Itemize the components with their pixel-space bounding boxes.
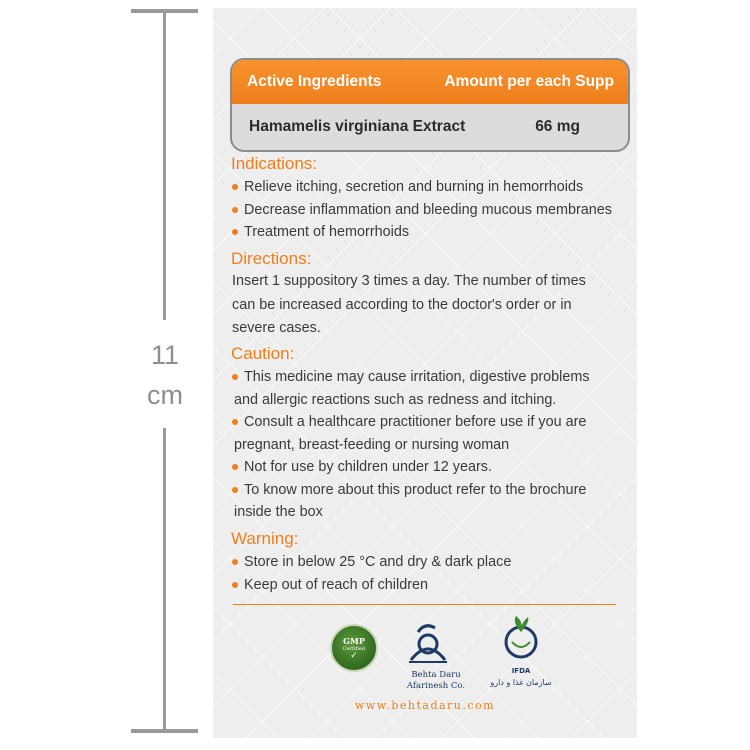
directions-line: can be increased according to the doctor's order or in bbox=[232, 296, 572, 313]
product-box-panel bbox=[213, 8, 637, 738]
list-item: Consult a healthcare practitioner before use if you are pregnant, breast-feeding or nursing woman bbox=[230, 411, 630, 456]
table-row bbox=[232, 104, 628, 150]
gmp-sublabel: Certified bbox=[342, 645, 366, 652]
check-icon: ✓ bbox=[350, 650, 358, 661]
ruler-bottom-cap bbox=[131, 729, 198, 733]
website-url: www.behtadaru.com bbox=[354, 699, 496, 712]
list-item: Treatment of hemorrhoids bbox=[230, 221, 630, 244]
ingredient-name: Hamamelis virginiana Extract bbox=[249, 118, 466, 135]
ifda-logo-icon bbox=[498, 614, 544, 664]
ruler-upper-line bbox=[163, 9, 166, 320]
list-item: To know more about this product refer to the brochure inside the box bbox=[230, 479, 630, 524]
list-item: Decrease inflammation and bleeding mucous membranes bbox=[230, 199, 630, 222]
list-item: Not for use by children under 12 years. bbox=[230, 456, 630, 479]
caution-list bbox=[230, 366, 630, 524]
ruler-unit: cm bbox=[147, 380, 183, 410]
behta-daru-logo-icon bbox=[403, 620, 453, 666]
header-amount: Amount per each Supp bbox=[444, 73, 614, 90]
directions-text bbox=[232, 270, 624, 341]
ingredients-table bbox=[230, 58, 630, 152]
list-item: Keep out of reach of children bbox=[230, 574, 630, 597]
caution-heading: Caution: bbox=[231, 344, 295, 363]
list-item: This medicine may cause irritation, digestive problems and allergic reactions such as redness and itching. bbox=[230, 366, 630, 411]
warning-list bbox=[230, 551, 630, 596]
gmp-certified-seal bbox=[330, 624, 378, 672]
list-item: Relieve itching, secretion and burning in hemorrhoids bbox=[230, 176, 630, 199]
directions-line: Insert 1 suppository 3 times a day. The number of times bbox=[232, 273, 586, 289]
ifda-name: IFDA سازمان غذا و دارو bbox=[490, 667, 552, 687]
header-active-ingredients: Active Ingredients bbox=[247, 73, 382, 90]
directions-line: severe cases. bbox=[232, 320, 321, 336]
ingredients-table-header bbox=[232, 60, 628, 104]
ruler-lower-line bbox=[163, 428, 166, 732]
list-item: Store in below 25 °C and dry & dark place bbox=[230, 551, 630, 574]
indications-list bbox=[230, 176, 630, 244]
directions-heading: Directions: bbox=[231, 249, 312, 268]
behta-daru-name: Behta Daru Afarinesh Co. bbox=[406, 670, 466, 691]
gmp-label: GMP bbox=[343, 635, 365, 646]
ruler-value: 11 bbox=[150, 340, 180, 370]
indications-heading: Indications: bbox=[231, 154, 317, 173]
warning-heading: Warning: bbox=[231, 529, 299, 548]
ingredient-amount: 66 mg bbox=[535, 118, 580, 135]
divider bbox=[233, 604, 616, 605]
